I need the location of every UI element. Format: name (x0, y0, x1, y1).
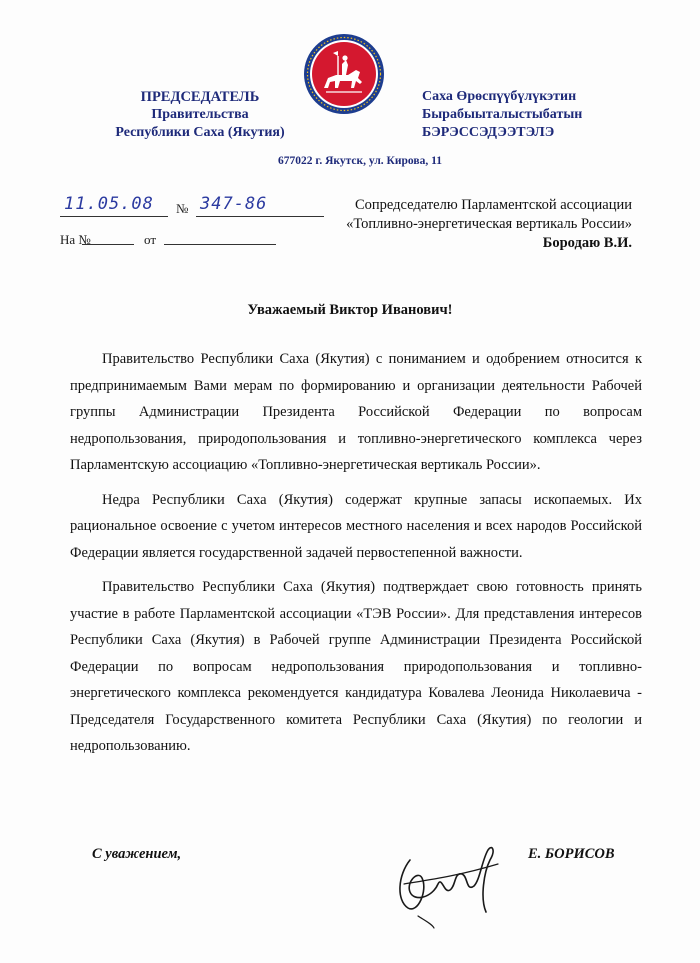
date-underline (60, 216, 168, 217)
header-right-line1: Саха Өрөспүүбүлүкэтин (422, 89, 577, 104)
incoming-date-label: от (144, 232, 157, 247)
incoming-number-label: На № (60, 232, 91, 247)
paragraph-2: Недра Республики Саха (Якутия) содержат крупные запасы ископаемых. Их рациональное освоение с учетом интересов местного населения и всех народов Российской Федерации является государственной задачей первостепенной важности. (70, 491, 642, 561)
paragraph-1: Правительство Республики Саха (Якутия) с пониманием и одобрением относится к предпринимаемым Вами мерам по формированию и организации деятельности Рабочей группы Администрации Президента Российской Федерации по вопросам недропользования, природопользования и топливно-энергетического комплекса через Парламентскую ассоциацию «Топливно-энергетическая вертикаль России». (70, 351, 642, 473)
header-left-line3: Республики Саха (Якутия) (115, 125, 285, 140)
incoming-number-blank (82, 244, 134, 245)
sender-address-text: 677022 г. Якутск, ул. Кирова, 11 (278, 155, 442, 167)
number-sign: № (176, 201, 189, 216)
closing-phrase: С уважением, (92, 846, 182, 862)
outgoing-date: 11.05.08 (64, 194, 154, 214)
header-left-block (80, 88, 320, 142)
letter-body (70, 346, 642, 768)
incoming-reference (60, 230, 330, 250)
header-left-line2: Правительства (151, 107, 249, 122)
addressee-line2: «Топливно-энергетическая вертикаль России» (346, 216, 632, 232)
addressee-line1: Сопредседателю Парламентской ассоциации (354, 197, 632, 213)
addressee-block (300, 196, 632, 253)
addressee-name: Бородаю В.И. (542, 235, 632, 251)
incoming-date-blank (164, 244, 276, 245)
signature-icon (388, 820, 508, 930)
sender-address (0, 155, 700, 167)
header-left-title: ПРЕДСЕДАТЕЛЬ (140, 89, 260, 105)
signer-name: Е. БОРИСОВ (528, 846, 615, 862)
header-right-line3: БЭРЭССЭДЭЭТЭЛЭ (422, 125, 555, 140)
header-right-line2: Бырабыыталыстыбатын (422, 107, 583, 122)
paragraph-3: Правительство Республики Саха (Якутия) подтверждает свою готовность принять участие в работе Парламентской ассоциации «ТЭВ России». Для представления интересов Республики Саха (Якутия) в Рабочей группе Администрации Президента Российской Федерации по вопросам недропользования природопользования и топливно-энергетического комплекса рекомендуется кандидатура Ковалева Леонида Николаевича - Председателя Государственного комитета Республики Саха (Якутия) по геологии и недропользованию. (70, 579, 642, 754)
outgoing-reference (60, 196, 330, 220)
salutation: Уважаемый Виктор Иванович! (247, 302, 453, 318)
outgoing-number: 347-86 (200, 194, 268, 214)
header-right-block (422, 88, 662, 142)
